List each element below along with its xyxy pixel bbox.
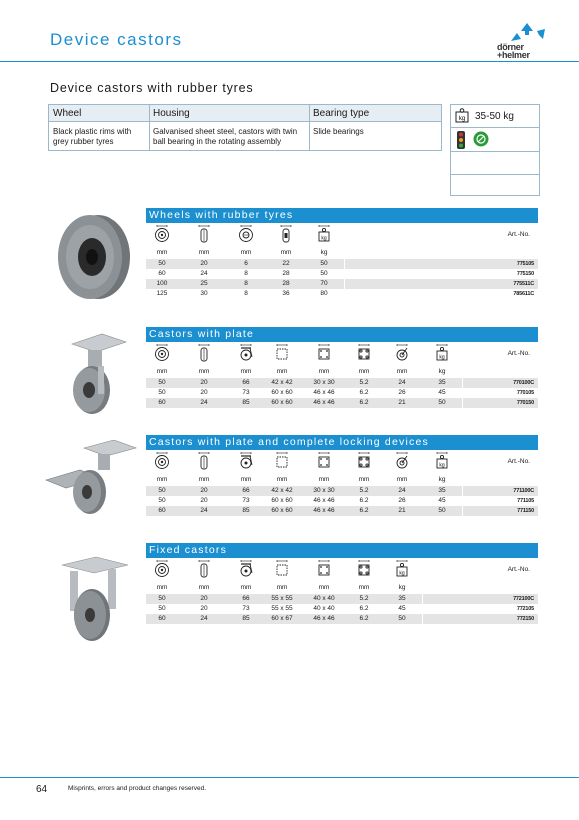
- table-cell: 73: [242, 605, 250, 612]
- spec-header-wheel: Wheel: [53, 108, 82, 119]
- table-cell: 60: [158, 399, 166, 406]
- art-no-header: Art.-No.: [507, 350, 530, 357]
- unit-label: mm: [156, 476, 168, 483]
- plate-size-icon: [273, 560, 291, 578]
- table-cell: 6.2: [359, 497, 369, 504]
- table-row: [146, 614, 538, 624]
- table-row: [146, 496, 538, 506]
- table-row: [146, 506, 538, 516]
- unit-label: mm: [318, 584, 330, 591]
- art-no-cell: 772100C: [513, 596, 534, 602]
- spec-header-bearing: Bearing type: [313, 108, 370, 119]
- table-cell: 42 x 42: [271, 487, 293, 494]
- unit-label: mm: [396, 476, 408, 483]
- table-cell: 60 x 60: [271, 497, 293, 504]
- table-cell: 21: [398, 507, 406, 514]
- art-no-cell: 772105: [516, 606, 534, 612]
- wheels-table: [146, 225, 538, 317]
- row-separator: [422, 614, 423, 624]
- art-no-header: Art.-No.: [507, 566, 530, 573]
- row-separator: [462, 378, 463, 388]
- hole-spacing-icon: [315, 344, 333, 362]
- icon-row: [146, 344, 538, 364]
- table-cell: 60 x 60: [271, 399, 293, 406]
- table-cell: 50: [158, 389, 166, 396]
- table-cell: 20: [200, 379, 208, 386]
- art-no-cell: 770105: [516, 390, 534, 396]
- table-cell: 70: [320, 280, 328, 287]
- table-cell: 80: [320, 290, 328, 297]
- table-row: [146, 594, 538, 604]
- art-no-cell: 771150: [517, 508, 534, 514]
- art-no-cell: 770150: [516, 400, 534, 406]
- table-row: [146, 378, 538, 388]
- unit-label: mm: [358, 584, 370, 591]
- table-cell: 30 x 30: [313, 379, 335, 386]
- header-rule: [0, 61, 579, 62]
- table-cell: 8: [244, 270, 248, 277]
- table-cell: 35: [438, 379, 446, 386]
- hub-length-icon: [277, 225, 295, 243]
- weight-icon: [455, 108, 469, 123]
- load-capacity-icon: [433, 452, 451, 470]
- art-no-cell: 770100C: [513, 380, 534, 386]
- wheel-diameter-icon: [153, 452, 171, 470]
- wheel-diameter-icon: [153, 560, 171, 578]
- table-cell: 50: [398, 615, 406, 622]
- table-cell: 5.2: [359, 595, 369, 602]
- table-cell: 42 x 42: [271, 379, 293, 386]
- table-cell: 60 x 60: [271, 389, 293, 396]
- art-no-header: Art.-No.: [507, 231, 530, 238]
- unit-label: mm: [276, 584, 288, 591]
- icon-row: [146, 452, 538, 472]
- row-separator: [462, 496, 463, 506]
- table-cell: 6.2: [359, 389, 369, 396]
- spec-cell-wheel: Black plastic rims with grey rubber tyres: [53, 127, 132, 146]
- section-header-castors-locking: Castors with plate and complete locking devices: [146, 435, 538, 450]
- castors-locking-table: [146, 452, 538, 522]
- table-cell: 28: [282, 280, 290, 287]
- brand-logo: [497, 21, 553, 61]
- section-subtitle: Device castors with rubber tyres: [50, 81, 254, 95]
- plate-size-icon: [273, 344, 291, 362]
- spec-divider: [309, 105, 310, 150]
- unit-label: mm: [198, 249, 210, 256]
- row-separator: [462, 506, 463, 516]
- art-no-cell: 772150: [516, 616, 534, 622]
- unit-row: [146, 476, 538, 486]
- table-cell: 100: [156, 280, 168, 287]
- table-cell: 6.2: [359, 605, 369, 612]
- row-separator: [344, 259, 345, 269]
- table-cell: 6: [244, 260, 248, 267]
- table-cell: 6.2: [359, 399, 369, 406]
- total-height-icon: [237, 560, 255, 578]
- table-cell: 45: [438, 389, 446, 396]
- unit-label: mm: [396, 368, 408, 375]
- table-cell: 20: [200, 389, 208, 396]
- table-cell: 60: [158, 507, 166, 514]
- table-cell: 40 x 40: [313, 595, 335, 602]
- load-capacity-icon: [315, 225, 333, 243]
- table-cell: 85: [242, 399, 250, 406]
- table-cell: 73: [242, 497, 250, 504]
- unit-row: [146, 249, 538, 259]
- load-value: 35-50 kg: [475, 111, 514, 122]
- row-separator: [462, 398, 463, 408]
- table-cell: 21: [398, 399, 406, 406]
- table-cell: 73: [242, 389, 250, 396]
- table-cell: 26: [398, 497, 406, 504]
- table-cell: 26: [398, 389, 406, 396]
- hole-diameter-icon: [355, 344, 373, 362]
- tyre-width-icon: [195, 560, 213, 578]
- spec-header-housing: Housing: [153, 108, 190, 119]
- plate-size-icon: [273, 452, 291, 470]
- table-cell: 20: [200, 605, 208, 612]
- table-cell: 46 x 46: [313, 389, 335, 396]
- table-cell: 36: [282, 290, 290, 297]
- table-cell: 46 x 46: [313, 615, 335, 622]
- table-cell: 5.2: [359, 379, 369, 386]
- wheel-image: [50, 207, 140, 307]
- svg-text:kg: kg: [399, 570, 405, 577]
- table-cell: 50: [438, 507, 446, 514]
- table-cell: 25: [200, 280, 208, 287]
- table-cell: 55 x 55: [271, 595, 293, 602]
- total-height-icon: [237, 344, 255, 362]
- unit-label: mm: [318, 476, 330, 483]
- row-separator: [344, 269, 345, 279]
- table-cell: 8: [244, 280, 248, 287]
- table-cell: 50: [438, 399, 446, 406]
- table-cell: 40 x 40: [313, 605, 335, 612]
- table-row: [146, 604, 538, 614]
- unit-label: mm: [240, 476, 252, 483]
- icon-row: [146, 560, 538, 580]
- unit-label: mm: [240, 368, 252, 375]
- castor-locking-image: [40, 440, 140, 520]
- hole-spacing-icon: [315, 560, 333, 578]
- footer-note: Misprints, errors and product changes reserved.: [68, 785, 207, 792]
- table-cell: 20: [200, 497, 208, 504]
- svg-text:kg: kg: [458, 116, 466, 122]
- tyre-width-icon: [195, 452, 213, 470]
- unit-label: mm: [240, 584, 252, 591]
- section-header-fixed-castors: Fixed castors: [146, 543, 538, 558]
- row-separator: [462, 388, 463, 398]
- fixed-castor-image: [56, 555, 136, 645]
- art-no-cell: 771100C: [513, 488, 534, 494]
- table-cell: 6.2: [359, 507, 369, 514]
- svg-text:kg: kg: [439, 354, 445, 361]
- table-cell: 85: [242, 615, 250, 622]
- table-cell: 50: [158, 497, 166, 504]
- unit-label: mm: [198, 368, 210, 375]
- table-cell: 50: [158, 379, 166, 386]
- unit-label: mm: [276, 476, 288, 483]
- table-cell: 50: [158, 260, 166, 267]
- table-cell: 35: [398, 595, 406, 602]
- table-cell: 24: [398, 487, 406, 494]
- table-cell: 20: [200, 595, 208, 602]
- table-cell: 5.2: [359, 487, 369, 494]
- wheel-diameter-icon: [153, 225, 171, 243]
- table-cell: 50: [158, 487, 166, 494]
- table-row: [146, 398, 538, 408]
- table-cell: 66: [242, 595, 250, 602]
- table-row: [146, 269, 538, 279]
- svg-text:kg: kg: [321, 235, 327, 242]
- unit-row: [146, 584, 538, 594]
- section-header-castors-plate: Castors with plate: [146, 327, 538, 342]
- spec-cell-bearing: Slide bearings: [313, 127, 364, 136]
- table-cell: 60: [158, 615, 166, 622]
- table-cell: 66: [242, 487, 250, 494]
- unit-label: mm: [198, 476, 210, 483]
- logo-wordmark: dörner +helmer: [497, 42, 530, 60]
- table-cell: 35: [438, 487, 446, 494]
- art-no-cell: 771105: [517, 498, 534, 504]
- table-row: [146, 388, 538, 398]
- empty-row: [451, 152, 539, 175]
- table-cell: 24: [398, 379, 406, 386]
- unit-label: kg: [438, 476, 446, 483]
- table-cell: 50: [158, 605, 166, 612]
- unit-label: kg: [438, 368, 446, 375]
- offset-icon: [393, 344, 411, 362]
- unit-label: mm: [156, 368, 168, 375]
- table-cell: 50: [158, 595, 166, 602]
- hole-spacing-icon: [315, 452, 333, 470]
- table-cell: 85: [242, 507, 250, 514]
- table-row: [146, 259, 538, 269]
- castor-plate-image: [62, 330, 132, 420]
- table-cell: 46 x 46: [313, 399, 335, 406]
- table-cell: 6.2: [359, 615, 369, 622]
- offset-icon: [393, 452, 411, 470]
- table-cell: 20: [200, 260, 208, 267]
- tyre-width-icon: [195, 344, 213, 362]
- row-separator: [344, 279, 345, 289]
- wheel-diameter-icon: [153, 344, 171, 362]
- unit-label: mm: [240, 249, 252, 256]
- empty-row: [451, 175, 539, 195]
- unit-label: mm: [280, 249, 292, 256]
- table-cell: 28: [282, 270, 290, 277]
- unit-label: kg: [398, 584, 406, 591]
- hole-diameter-icon: [355, 452, 373, 470]
- unit-label: mm: [276, 368, 288, 375]
- icon-row: [146, 225, 538, 245]
- row-separator: [462, 486, 463, 496]
- page-title: Device castors: [50, 30, 183, 49]
- table-cell: 60 x 60: [271, 507, 293, 514]
- row-separator: [344, 289, 345, 299]
- footer-rule: [0, 777, 579, 778]
- table-row: [146, 289, 538, 299]
- table-cell: 30 x 30: [313, 487, 335, 494]
- unit-label: mm: [156, 584, 168, 591]
- spec-divider: [149, 105, 150, 150]
- tyre-width-icon: [195, 225, 213, 243]
- spec-table-header: [49, 105, 441, 122]
- table-cell: 8: [244, 290, 248, 297]
- load-row: [451, 105, 539, 128]
- unit-label: mm: [156, 249, 168, 256]
- table-cell: 24: [200, 507, 208, 514]
- table-cell: 24: [200, 270, 208, 277]
- table-row: [146, 279, 538, 289]
- spec-table: [48, 104, 442, 151]
- table-cell: 45: [438, 497, 446, 504]
- hole-diameter-icon: [355, 560, 373, 578]
- table-cell: 45: [398, 605, 406, 612]
- section-header-wheels: Wheels with rubber tyres: [146, 208, 538, 223]
- table-cell: 22: [282, 260, 290, 267]
- spec-cell-housing: Galvanised sheet steel, castors with twin ball bearing in the rotating assembly: [153, 127, 298, 146]
- load-capacity-icon: [433, 344, 451, 362]
- unit-label: mm: [358, 368, 370, 375]
- unit-label: mm: [198, 584, 210, 591]
- table-cell: 46 x 46: [313, 507, 335, 514]
- castors-plate-table: [146, 344, 538, 414]
- load-rating-box: [450, 104, 540, 196]
- row-separator: [422, 594, 423, 604]
- table-cell: 60 x 67: [271, 615, 293, 622]
- table-cell: 125: [156, 290, 168, 297]
- table-cell: 20: [200, 487, 208, 494]
- fixed-castors-table: [146, 560, 538, 630]
- row-separator: [422, 604, 423, 614]
- art-no-cell: 785611C: [513, 291, 534, 297]
- table-cell: 50: [320, 260, 328, 267]
- art-no-cell: 775105: [516, 261, 534, 267]
- table-cell: 46 x 46: [313, 497, 335, 504]
- svg-text:kg: kg: [439, 462, 445, 469]
- table-cell: 66: [242, 379, 250, 386]
- unit-label: kg: [320, 249, 328, 256]
- table-cell: 24: [200, 399, 208, 406]
- load-capacity-icon: [393, 560, 411, 578]
- art-no-cell: 775511C: [513, 281, 534, 287]
- table-cell: 50: [320, 270, 328, 277]
- unit-label: mm: [358, 476, 370, 483]
- total-height-icon: [237, 452, 255, 470]
- indicator-row: [451, 128, 539, 152]
- table-cell: 55 x 55: [271, 605, 293, 612]
- table-cell: 24: [200, 615, 208, 622]
- table-cell: 30: [200, 290, 208, 297]
- unit-row: [146, 368, 538, 378]
- unit-label: mm: [318, 368, 330, 375]
- non-marking-icon: [473, 131, 489, 147]
- hub-bore-icon: [237, 225, 255, 243]
- table-row: [146, 486, 538, 496]
- page-number: 64: [36, 784, 48, 795]
- traffic-light-icon: [457, 131, 465, 149]
- art-no-cell: 775150: [516, 271, 534, 277]
- table-cell: 60: [158, 270, 166, 277]
- art-no-header: Art.-No.: [507, 458, 530, 465]
